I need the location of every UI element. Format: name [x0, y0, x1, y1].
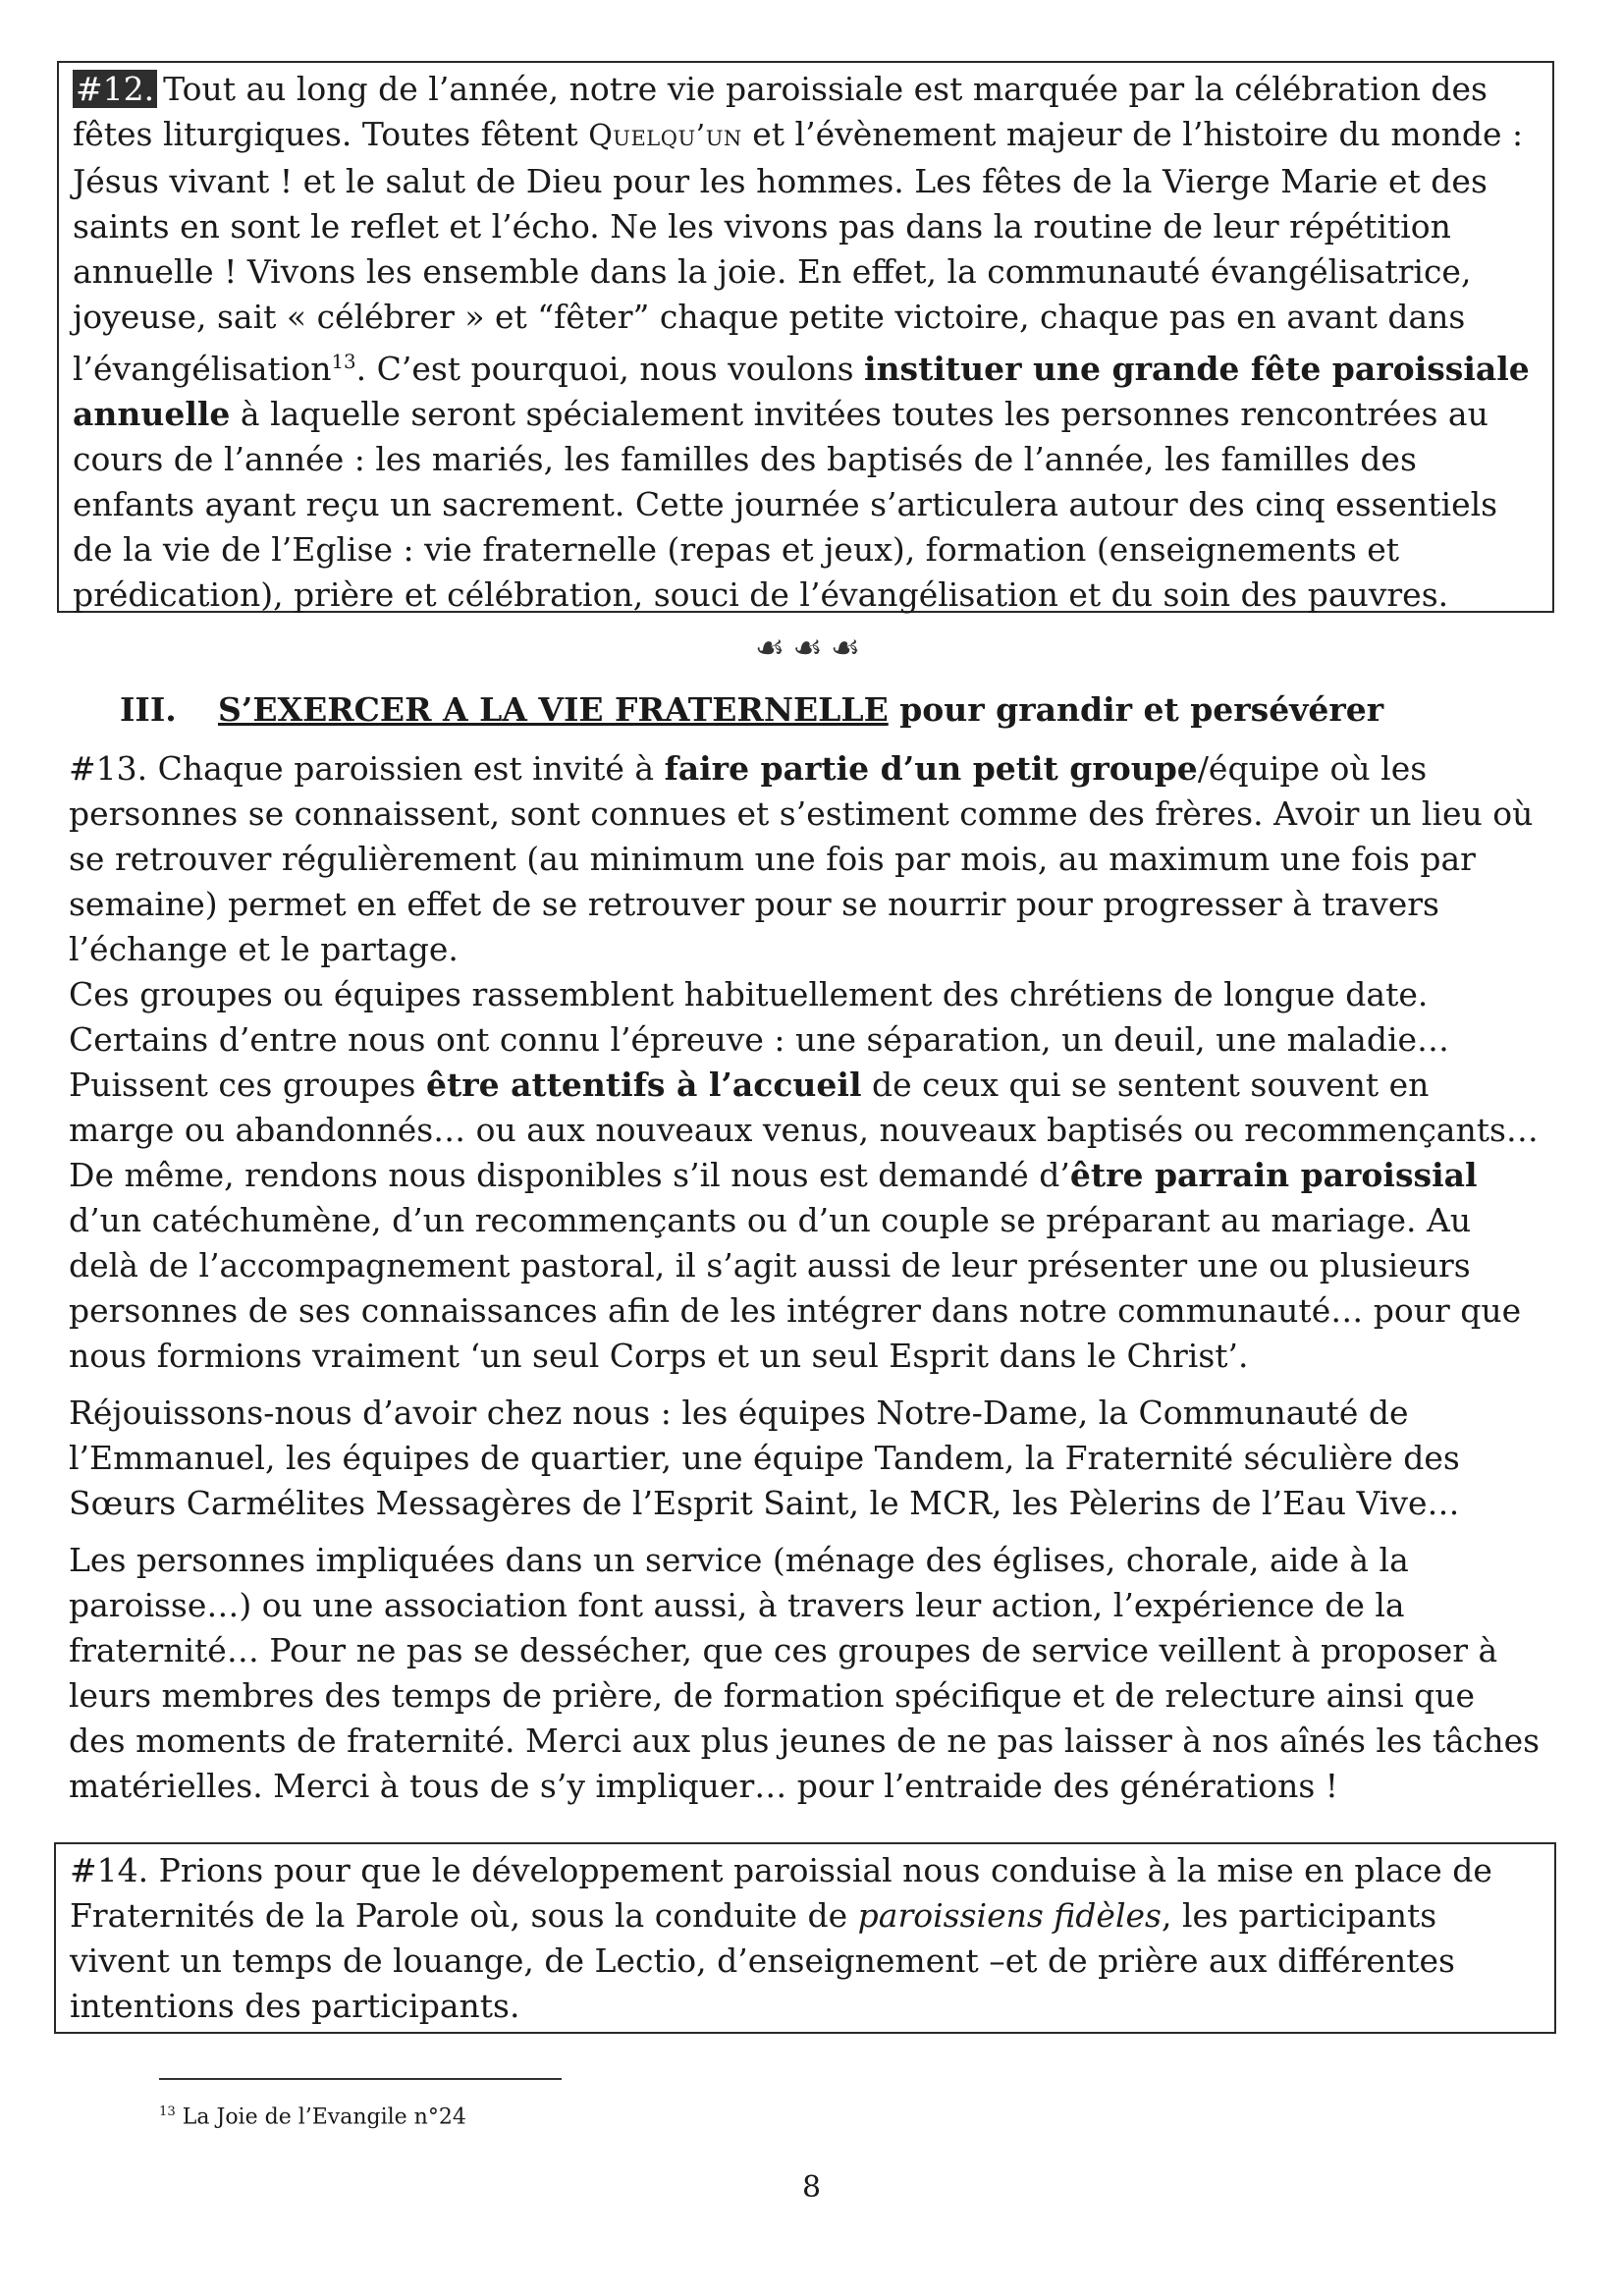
- paragraph-12-box: [57, 61, 1554, 613]
- section-title-rest: pour grandir et persévérer: [888, 690, 1384, 729]
- p12-text-1: Tout au long de l’année, notre vie paroissiale est marquée par la célébration des fêtes liturgiques. Toutes fêtent: [73, 70, 1488, 153]
- p13-bold-petit-groupe: faire partie d’un petit groupe: [664, 749, 1198, 788]
- section-body: [69, 746, 1542, 1821]
- ornament-separator: ☙☙☙: [754, 629, 869, 668]
- p14-italic: paroissiens fidèles: [857, 1896, 1162, 1935]
- p14-text-2: , les participants vivent un temps de louange, de Lectio, d’enseignement –et de prière aux différentes intentions des participants.: [70, 1896, 1455, 2025]
- p14-text-1: #14. Prions pour que le développement paroissial nous conduise à la mise en place de Fraternités de la Parole où, sous la conduite de: [70, 1851, 1492, 1935]
- p13-text-2: /équipe où les personnes se connaissent, sont connues et s’estiment comme des frères. Avoir un lieu où se retrouver régulièrement (au minimum une fois par mois, au maximum une fois par semaine) permet en effet de se retrouver pour se nourrir pour progresser à travers l’échange et le partage.: [69, 749, 1534, 968]
- p13-bold-accueil: être attentifs à l’accueil: [425, 1066, 862, 1104]
- paragraph-13-groupes: [69, 972, 1542, 1153]
- footnote-reference-13[interactable]: 13: [331, 351, 356, 373]
- footnote-13: [159, 2098, 466, 2132]
- p13-line-2b: de ceux qui se sentent souvent en marge ou abandonnés… ou aux nouveaux venus, nouveaux baptisés ou recommençants…: [69, 1066, 1539, 1149]
- paragraph-service: Les personnes impliquées dans un service (ménage des églises, chorale, aide à la paroisse…) ou une association font aussi, à travers leur action, l’expérience de la fraternité… Pour ne pas se dessécher, que ces groupes de service veillent à proposer à leurs membres des temps de prière, de formation spécifique et de relecture ainsi que des moments de fraternité. Merci aux plus jeunes de ne pas laisser à nos aînés les tâches matérielles. Merci à tous de s’y impliquer… pour l’entraide des générations !: [69, 1541, 1541, 1805]
- section-title-underlined: S’EXERCER A LA VIE FRATERNELLE: [218, 690, 889, 729]
- p13-line-3: De même, rendons nous disponibles s’il nous est demandé d’: [69, 1156, 1070, 1194]
- paragraph-13-parrain: [69, 1153, 1542, 1379]
- section-heading-iii: [120, 687, 1514, 733]
- p12-text-3: . C’est pourquoi, nous voulons: [355, 350, 865, 388]
- p13-line-2: Ces groupes ou équipes rassemblent habituellement des chrétiens de longue date. Certains d’entre nous ont connu l’épreuve : une séparation, un deuil, une maladie… Puissent ces groupes: [69, 975, 1450, 1104]
- footnote-text: La Joie de l’Evangile n°24: [175, 2105, 466, 2130]
- section-number: III.: [120, 690, 177, 729]
- p12-bold-fete-annuelle: instituer une grande fête paroissiale annuelle: [73, 350, 1530, 433]
- paragraph-14-box: [54, 1842, 1556, 2034]
- paragraph-13: [69, 746, 1542, 972]
- footnote-divider: [159, 2078, 562, 2080]
- footnote-number: 13: [159, 2105, 176, 2119]
- p13-bold-parrain: être parrain paroissial: [1069, 1156, 1478, 1194]
- p13-text-1: #13. Chaque paroissien est invité à: [69, 749, 665, 788]
- p13-line-3b: d’un catéchumène, d’un recommençants ou d’un couple se préparant au mariage. Au delà de l’accompagnement pastoral, il s’agit aussi de leur présenter une ou plusieurs personnes de ses connaissances afin de les intégrer dans notre communauté… pour que nous formions vraiment ‘un seul Corps et un seul Esprit dans le Christ’.: [69, 1201, 1522, 1375]
- p12-smallcaps-quelquun: Quelqu’un: [588, 119, 742, 153]
- p12-text-4: à laquelle seront spécialement invitées toutes les personnes rencontrées au cours de l’année : les mariés, les familles des baptisés de l’année, les familles des enfants ayant reçu un sacrement. Cette journée s’articulera autour des cinq essentiels de la vie de l’Eglise : vie fraternelle (repas et jeux), formation (enseignements et prédication), prière et célébration, souci de l’évangélisation et du soin des pauvres.: [73, 395, 1498, 614]
- p12-text-2: et l’évènement majeur de l’histoire du monde : Jésus vivant ! et le salut de Dieu pour les hommes. Les fêtes de la Vierge Marie et des saints en sont le reflet et l’écho. Ne les vivons pas dans la routine de leur répétition annuelle ! Vivons les ensemble dans la joie. En effet, la communauté évangélisatrice, joyeuse, sait « célébrer » et “fêter” chaque petite victoire, chaque pas en avant dans l’évangélisation: [73, 115, 1524, 388]
- paragraph-rejouissons: Réjouissons-nous d’avoir chez nous : les équipes Notre-Dame, la Communauté de l’Emmanuel, les équipes de quartier, une équipe Tandem, la Fraternité séculière des Sœurs Carmélites Messagères de l’Esprit Saint, le MCR, les Pèlerins de l’Eau Vive…: [69, 1394, 1460, 1522]
- page-number: 8: [801, 2170, 822, 2205]
- paragraph-12-tag: #12.: [73, 70, 157, 108]
